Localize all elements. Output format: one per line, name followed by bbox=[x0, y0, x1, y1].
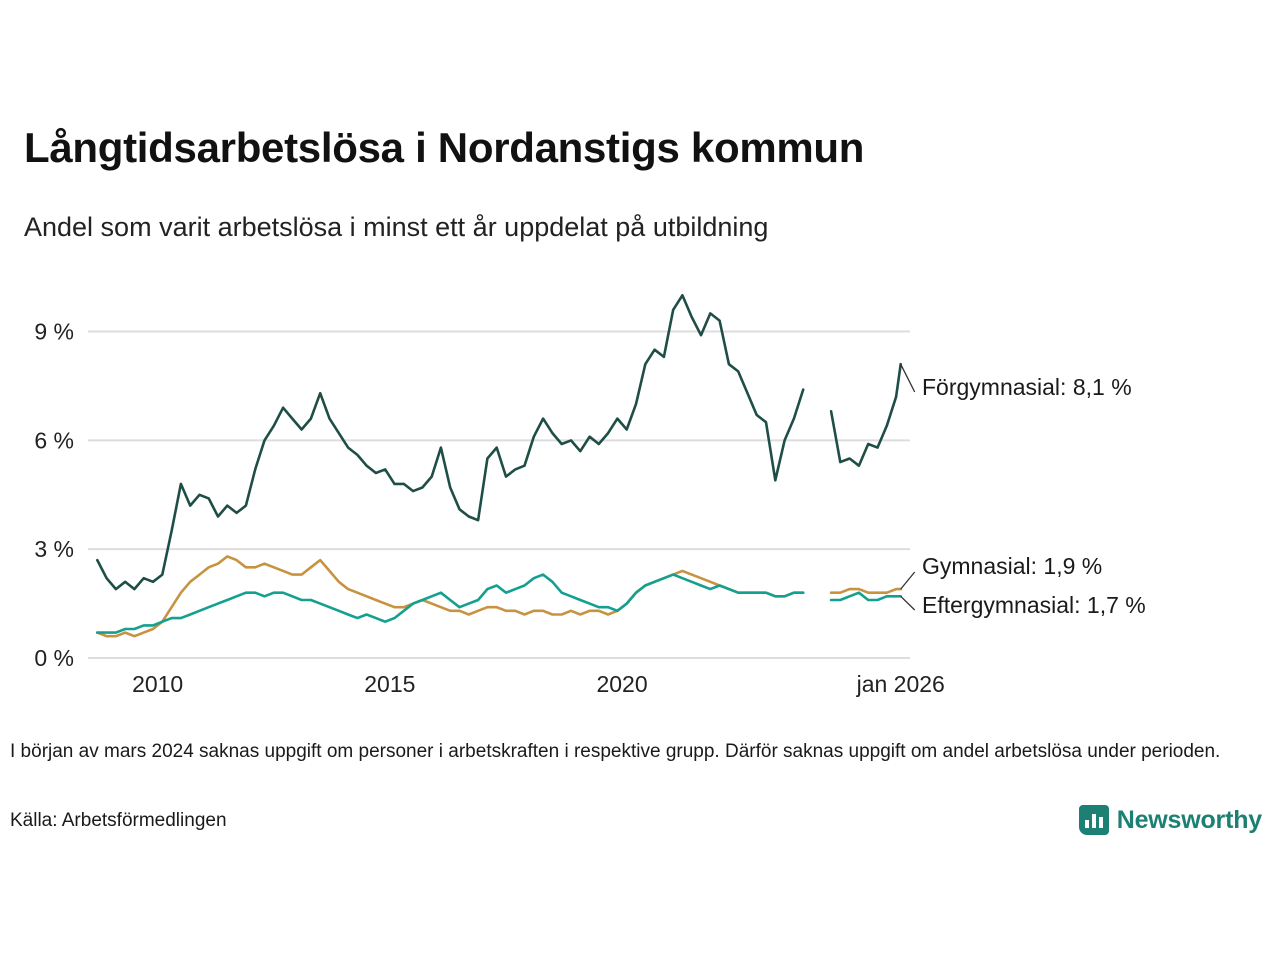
series-label-eftergymnasial: Eftergymnasial: 1,7 % bbox=[922, 592, 1146, 618]
svg-text:3 %: 3 % bbox=[34, 536, 74, 563]
series-label-forgymnasial: Förgymnasial: 8,1 % bbox=[922, 374, 1132, 400]
series-line-eftergymnasial bbox=[97, 575, 900, 633]
chart-plot-area bbox=[0, 270, 1280, 700]
chart-series-lines bbox=[97, 295, 900, 636]
page-title: Långtidsarbetslösa i Nordanstigs kommun bbox=[24, 124, 865, 171]
svg-text:2010: 2010 bbox=[132, 671, 184, 697]
svg-text:2020: 2020 bbox=[596, 671, 648, 697]
series-label-gymnasial: Gymnasial: 1,9 % bbox=[922, 553, 1103, 579]
newsworthy-logo bbox=[1079, 805, 1262, 835]
line-chart bbox=[0, 270, 1280, 700]
logo-text: Newsworthy bbox=[1116, 805, 1262, 834]
series-line-förgymnasial bbox=[97, 295, 900, 589]
chart-footnote: I början av mars 2024 saknas uppgift om personer i arbetskraften i respektive grupp. Därför saknas uppgift om andel arbetslösa under perioden. bbox=[10, 741, 1221, 762]
chart-source: Källa: Arbetsförmedlingen bbox=[10, 810, 227, 831]
svg-text:jan 2026: jan 2026 bbox=[856, 671, 945, 697]
svg-text:0 %: 0 % bbox=[34, 645, 74, 671]
bar-chart-icon bbox=[1079, 805, 1109, 835]
svg-text:6 %: 6 % bbox=[34, 427, 74, 454]
chart-leader-lines bbox=[901, 364, 915, 610]
page-subtitle: Andel som varit arbetslösa i minst ett år uppdelat på utbildning bbox=[24, 212, 769, 242]
svg-text:9 %: 9 % bbox=[34, 318, 74, 345]
chart-x-axis-labels bbox=[132, 671, 945, 697]
svg-text:2015: 2015 bbox=[364, 671, 416, 697]
chart-y-axis-labels bbox=[34, 319, 74, 671]
